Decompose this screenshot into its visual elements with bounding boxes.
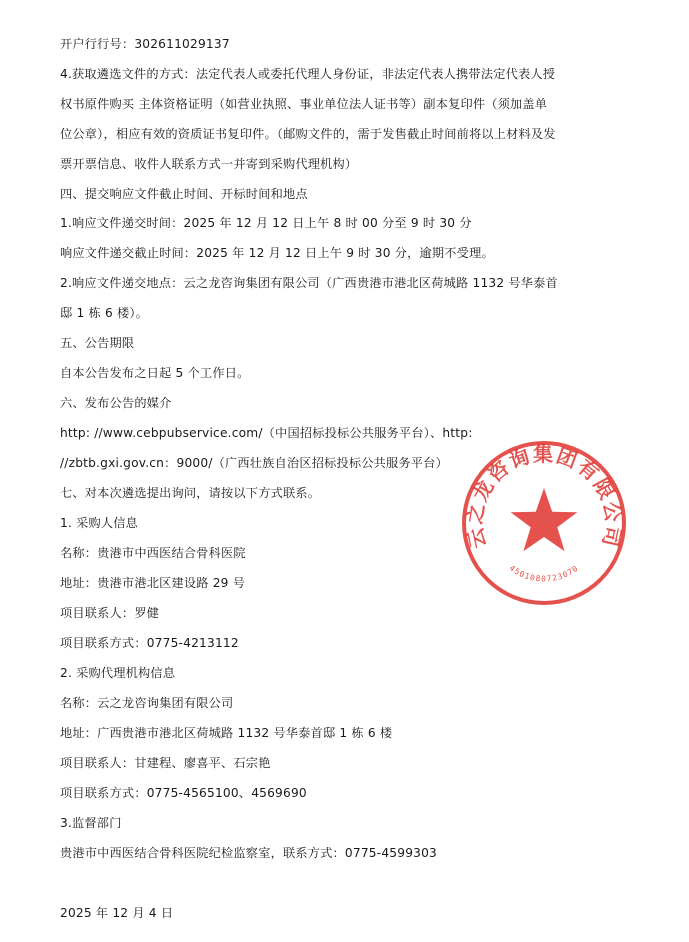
document-date: 2025 年 12 月 4 日 — [60, 906, 174, 920]
bank-number: 开户行行号：302611029137 — [60, 37, 230, 51]
purchaser-contact-person: 项目联系人：罗健 — [60, 606, 160, 620]
announcement-period: 自本公告发布之日起 5 个工作日。 — [60, 366, 250, 380]
supervision-info: 贵港市中西医结合骨科医院纪检监察室，联系方式：0775-4599303 — [60, 846, 438, 860]
acquire-method-line-3: 位公章），相应有效的资质证书复印件。（邮购文件的，需于发售截止时间前将以上材料及发 — [60, 127, 556, 141]
agency-address: 地址：广西贵港市港北区荷城路 1132 号华泰首邸 1 栋 6 楼 — [60, 726, 393, 740]
acquire-method-line-4: 票开票信息、收件人联系方式一并寄到采购代理机构） — [60, 157, 358, 171]
agency-contact-phone: 项目联系方式：0775-4565100、4569690 — [60, 786, 307, 800]
section-heading-4: 四、提交响应文件截止时间、开标时间和地点 — [60, 187, 308, 201]
section-heading-7: 七、对本次遴选提出询问，请按以下方式联系。 — [60, 486, 321, 500]
supervision-heading: 3.监督部门 — [60, 816, 122, 830]
purchaser-heading: 1. 采购人信息 — [60, 516, 139, 530]
agency-name: 名称：云之龙咨询集团有限公司 — [60, 696, 234, 710]
submission-location-line-2: 邸 1 栋 6 楼）。 — [60, 306, 149, 320]
purchaser-contact-phone: 项目联系方式：0775-4213112 — [60, 636, 239, 650]
company-seal — [459, 438, 629, 608]
submission-time: 1.响应文件递交时间：2025 年 12 月 12 日上午 8 时 00 分至 9 时 30 分 — [60, 216, 472, 230]
section-heading-6: 六、发布公告的媒介 — [60, 396, 172, 410]
svg-text:云之龙咨询集团有限公司: 云之龙咨询集团有限公司 — [462, 441, 626, 551]
media-line-2: //zbtb.gxi.gov.cn：9000/（广西壮族自治区招标投标公共服务平台） — [60, 456, 448, 470]
svg-text:4501080723070: 4501080723070 — [507, 563, 581, 584]
media-line-1: http: //www.cebpubservice.com/（中国招标投标公共服务平台）、http: — [60, 426, 473, 440]
submission-deadline: 响应文件递交截止时间：2025 年 12 月 12 日上午 9 时 30 分，逾期不受理。 — [60, 246, 494, 260]
section-heading-5: 五、公告期限 — [60, 336, 135, 350]
purchaser-address: 地址：贵港市港北区建设路 29 号 — [60, 576, 246, 590]
purchaser-name: 名称：贵港市中西医结合骨科医院 — [60, 546, 246, 560]
acquire-method-line-1: 4.获取遴选文件的方式：法定代表人或委托代理人身份证，非法定代表人携带法定代表人授 — [60, 67, 556, 81]
agency-heading: 2. 采购代理机构信息 — [60, 666, 176, 680]
agency-contact-persons: 项目联系人：甘建程、廖喜平、石宗艳 — [60, 756, 271, 770]
acquire-method-line-2: 权书原件购买 主体资格证明（如营业执照、事业单位法人证书等）副本复印件（须加盖单 — [60, 97, 548, 111]
submission-location-line-1: 2.响应文件递交地点：云之龙咨询集团有限公司（广西贵港市港北区荷城路 1132 号华泰首 — [60, 276, 558, 290]
